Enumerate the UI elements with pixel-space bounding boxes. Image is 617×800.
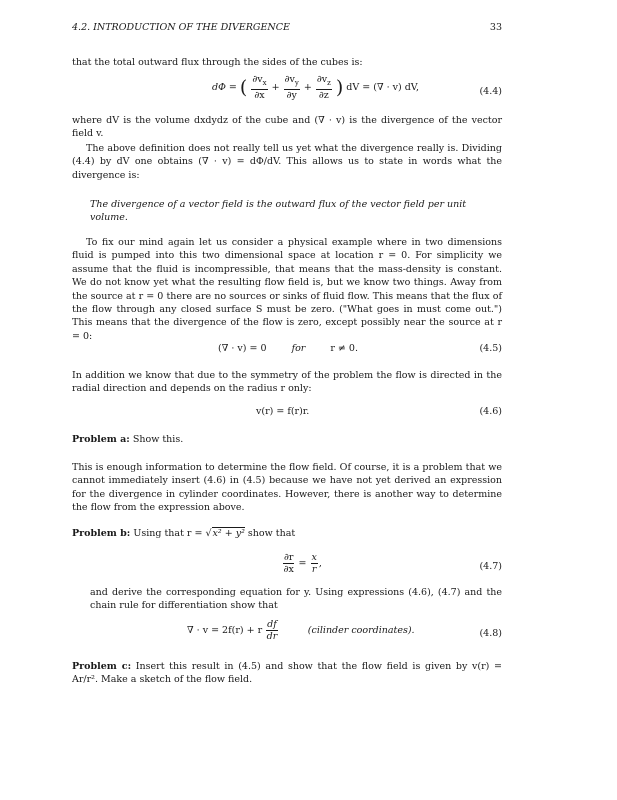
equation-4-4: dΦ = ( $\frac{\partial v_x}{\partial x}$ + $\frac{\partial v_y}{\partial y}$ + $\frac{\partial v_z}{\partial z}$ ) dV = (∇ · v) dV, (4.4) [212, 74, 502, 101]
problem-label: Problem a: [72, 434, 130, 445]
equation-number: (4.7) [479, 561, 502, 572]
equation-number: (4.8) [479, 628, 502, 639]
problem-label: Problem b: [72, 528, 131, 539]
equation-number: (4.4) [479, 86, 502, 97]
problem-c: Problem c: Insert this result in (4.5) and show that the flow field is given by v(r) = Ar/r². Make a sketch of the flow field. [72, 661, 502, 686]
equation-number: (4.5) [479, 343, 502, 354]
equation-4-5: (∇ · v) = 0 for r ≠ 0. (4.5) [218, 343, 502, 354]
paragraph: In addition we know that due to the symmetry of the problem the flow is directed in the radial direction and depends on the radius r only: [72, 370, 502, 395]
equation-number: (4.6) [479, 406, 502, 417]
problem-b: Problem b: Using that r = √x² + y² show that [72, 528, 296, 539]
paragraph: The above definition does not really tell us yet what the divergence really is. Dividing (4.4) by dV one obtains (∇ · v) = dΦ/dV. This allows us to state in words what the divergence is: [72, 143, 502, 181]
paragraph: To fix our mind again let us consider a physical example where in two dimensions fluid is pumped into this two dimensional space at location r = 0. For simplicity we assume that the fluid is incompressible, that means that the mass-density is constant. We do not know yet what the resulting flow field is, but we know two things. Away from the source at r = 0 there are no sources or sinks of fluid flow. This means that the flux of the flow through any closed surface S must be zero. ("What goes in must come out.") This means that the divergence of the flow is zero, except possibly near the source at r = 0: [72, 237, 502, 342]
eq-lhs: dΦ = [212, 81, 237, 93]
page-number: 33 [489, 22, 502, 33]
running-header [72, 22, 502, 33]
problem-a: Problem a: Show this. [72, 434, 184, 445]
problem-label: Problem c: [72, 661, 132, 672]
section-title: 4.2. INTRODUCTION OF THE DIVERGENCE [72, 22, 290, 33]
paragraph: where dV is the volume dxdydz of the cube and (∇ · v) is the divergence of the vector field v. [72, 115, 502, 140]
equation-4-6: v(r) = f(r)r. (4.6) [256, 406, 502, 417]
paragraph: This is enough information to determine the flow field. Of course, it is a problem that we cannot immediately insert (4.6) in (4.5) because we have not yet derived an expression for the divergence in cylinder coordinates. However, there is another way to determine the flow from the expression above. [72, 462, 502, 514]
equation-4-7: $\frac{\partial r}{\partial x}$ = $\frac{x}{r}$ , (4.7) [283, 552, 502, 575]
paragraph: and derive the corresponding equation for y. Using expressions (4.6), (4.7) and the chain rule for differentiation show that [90, 587, 502, 612]
eq-rhs: dV = (∇ · v) dV, [346, 81, 420, 93]
paragraph: that the total outward flux through the sides of the cubes is: [72, 57, 363, 68]
definition-quote: The divergence of a vector field is the outward flux of the vector field per unit volume. [90, 199, 467, 224]
equation-4-8: ∇ · v = 2f(r) + r $\frac{df}{dr}$ (cilinder coordinates). (4.8) [187, 619, 502, 642]
